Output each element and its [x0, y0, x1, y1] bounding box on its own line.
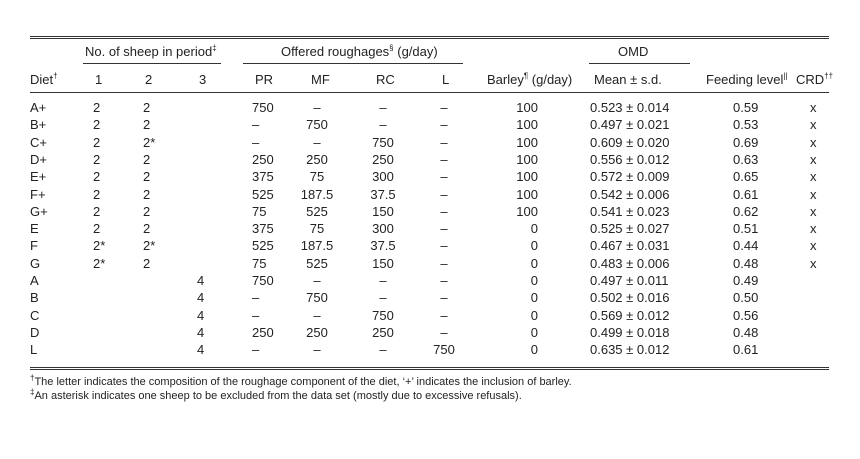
table-cell-diet: F+	[30, 186, 46, 202]
table-cell-crd: x	[810, 134, 817, 150]
table-cell-pr: 75	[252, 255, 267, 271]
table-cell-mf: 750	[306, 117, 328, 133]
table-cell-mf: 250	[306, 324, 328, 340]
table-cell-l: –	[440, 255, 448, 271]
table-cell-omd: 0.569 ± 0.012	[590, 307, 670, 323]
table-cell-p3: 4	[197, 273, 205, 288]
table-cell-diet: F	[30, 238, 38, 254]
table-cell-diet: A+	[30, 100, 47, 115]
table-cell-mf: –	[313, 100, 321, 115]
column-header-l: L	[442, 72, 450, 87]
table-cell-l: –	[440, 134, 448, 150]
table-cell-crd: x	[810, 100, 817, 115]
table-cell-p2: 2	[143, 186, 151, 202]
table-cell-barley: 100	[516, 169, 538, 185]
group-header-omd: OMD	[618, 44, 649, 59]
table-cell-barley: 0	[530, 255, 538, 271]
table-cell-crd: x	[810, 203, 817, 219]
group-header-sheep: No. of sheep in period‡	[85, 43, 217, 59]
table-cell-diet: G+	[30, 203, 48, 219]
table-cell-crd: x	[810, 151, 817, 167]
table-cell-omd: 0.497 ± 0.011	[590, 273, 669, 288]
table-cell-diet: L	[30, 342, 38, 358]
table-cell-rc: 750	[372, 134, 394, 150]
table-cell-omd: 0.497 ± 0.021	[590, 117, 670, 133]
table-cell-l: –	[440, 273, 448, 288]
table-cell-diet: B	[30, 290, 39, 306]
column-header-period-3: 3	[199, 72, 207, 87]
table-cell-mf: –	[313, 134, 321, 150]
table-cell-feed: 0.62	[733, 203, 759, 219]
table-cell-l: –	[440, 100, 448, 115]
table-cell-barley: 100	[516, 134, 538, 150]
table-cell-mf: 525	[306, 255, 328, 271]
table-cell-pr: 250	[252, 324, 274, 340]
table-cell-diet: E+	[30, 169, 47, 185]
table-cell-crd: x	[810, 117, 817, 133]
table-cell-feed: 0.63	[733, 151, 759, 167]
table-cell-rc: 250	[372, 151, 394, 167]
table-cell-pr: 750	[252, 273, 274, 288]
table-cell-barley: 0	[530, 307, 538, 323]
table-cell-rc: 300	[372, 169, 394, 185]
table-cell-p2: 2	[143, 117, 151, 133]
table-cell-p2: 2*	[143, 238, 156, 254]
table-cell-rc: 250	[372, 324, 394, 340]
table-cell-p1: 2	[93, 100, 101, 115]
table-cell-diet: B+	[30, 117, 47, 133]
table-cell-feed: 0.48	[733, 255, 759, 271]
table-cell-diet: C+	[30, 134, 47, 150]
table-cell-diet: E	[30, 221, 39, 237]
table-cell-pr: –	[252, 134, 260, 150]
table-cell-p2: 2*	[143, 134, 156, 150]
table-cell-feed: 0.69	[733, 134, 759, 150]
table-cell-omd: 0.483 ± 0.006	[590, 255, 670, 271]
column-header-mean-sd: Mean ± s.d.	[594, 72, 662, 87]
group-rule-sheep	[83, 63, 221, 64]
group-header-roughages: Offered roughages§ (g/day)	[281, 43, 438, 59]
table-cell-feed: 0.50	[733, 290, 759, 306]
table-cell-pr: 375	[252, 169, 274, 185]
footnote-2: ‡An asterisk indicates one sheep to be excluded from the data set (mostly due to excessive refusals).	[30, 387, 522, 402]
table-cell-rc: –	[379, 100, 387, 115]
table-cell-mf: –	[313, 273, 321, 288]
table-cell-feed: 0.61	[733, 342, 759, 358]
table-cell-feed: 0.56	[733, 307, 759, 323]
table-cell-barley: 100	[516, 117, 538, 133]
table-cell-feed: 0.65	[733, 169, 759, 185]
table-cell-mf: –	[313, 342, 321, 358]
table-cell-mf: 75	[309, 221, 325, 237]
table-cell-rc: –	[379, 117, 387, 133]
table-cell-p2: 2	[143, 169, 151, 185]
table-cell-p1: 2	[93, 203, 101, 219]
column-header-mf: MF	[311, 72, 330, 87]
table-cell-barley: 100	[516, 151, 538, 167]
table-cell-p1: 2	[93, 169, 101, 185]
table-cell-p2: 2	[143, 255, 151, 271]
bottom-rule-2	[30, 369, 829, 370]
table-cell-omd: 0.609 ± 0.020	[590, 134, 670, 150]
table-cell-pr: 525	[252, 186, 274, 202]
table-cell-p1: 2	[93, 186, 101, 202]
table-cell-omd: 0.542 ± 0.006	[590, 186, 670, 202]
table-cell-crd: x	[810, 255, 817, 271]
column-header-period-1: 1	[95, 72, 103, 87]
table-cell-feed: 0.61	[733, 186, 759, 202]
table-cell-mf: 525	[306, 203, 328, 219]
table-cell-mf: 750	[306, 290, 328, 306]
table-cell-crd: x	[810, 221, 817, 237]
table-cell-barley: 0	[530, 290, 538, 306]
table-cell-p2: 2	[143, 221, 151, 237]
table-cell-rc: 300	[372, 221, 394, 237]
table-cell-l: –	[440, 117, 448, 133]
top-rule-2	[30, 38, 829, 39]
table-cell-feed: 0.49	[733, 273, 759, 288]
table-cell-mf: 250	[306, 151, 328, 167]
table-cell-barley: 0	[530, 221, 538, 237]
table-cell-rc: –	[379, 290, 387, 306]
table-cell-feed: 0.44	[733, 238, 759, 254]
table-cell-mf: 75	[309, 169, 325, 185]
column-header-barley: Barley¶ (g/day)	[487, 71, 573, 87]
table-cell-p2: 2	[143, 203, 151, 219]
group-rule-roughages	[243, 63, 463, 64]
table-cell-diet: D	[30, 324, 40, 340]
table-cell-p1: 2*	[93, 255, 106, 271]
table-cell-crd: x	[810, 238, 817, 254]
table-cell-feed: 0.53	[733, 117, 759, 133]
table-cell-rc: 150	[372, 203, 394, 219]
table-cell-mf: –	[313, 307, 321, 323]
table-cell-rc: 37.5	[370, 186, 396, 202]
table-cell-p1: 2*	[93, 238, 106, 254]
table-cell-rc: 750	[372, 307, 394, 323]
table-cell-mf: 187.5	[300, 186, 334, 202]
table-cell-feed: 0.48	[733, 324, 759, 340]
table-cell-l: –	[440, 169, 448, 185]
table-cell-pr: 75	[252, 203, 267, 219]
table-cell-omd: 0.635 ± 0.012	[590, 342, 670, 358]
column-header-rc: RC	[376, 72, 395, 87]
table-cell-p1: 2	[93, 151, 101, 167]
table-cell-feed: 0.59	[733, 100, 759, 115]
column-header-period-2: 2	[145, 72, 153, 87]
table-cell-rc: 150	[372, 255, 394, 271]
table-cell-p1: 2	[93, 221, 101, 237]
table-cell-l: –	[440, 221, 448, 237]
table-cell-p3: 4	[197, 307, 205, 323]
table-cell-rc: –	[379, 273, 387, 288]
table-cell-pr: –	[252, 307, 260, 323]
table-cell-barley: 0	[530, 273, 538, 288]
table-cell-p3: 4	[197, 290, 205, 306]
table-cell-pr: 750	[252, 100, 274, 115]
table-cell-omd: 0.572 ± 0.009	[590, 169, 670, 185]
table-cell-pr: –	[252, 117, 260, 133]
table-cell-omd: 0.525 ± 0.027	[590, 221, 670, 237]
column-header-crd: CRD††	[796, 71, 834, 87]
table-cell-omd: 0.541 ± 0.023	[590, 203, 670, 219]
table-cell-barley: 100	[516, 100, 538, 115]
table-cell-pr: –	[252, 290, 260, 306]
table-cell-p3: 4	[197, 342, 205, 358]
table-cell-l: –	[440, 203, 448, 219]
table-cell-omd: 0.499 ± 0.018	[590, 324, 670, 340]
table-cell-l: –	[440, 151, 448, 167]
table-cell-rc: –	[379, 342, 387, 358]
bottom-rule-1	[30, 367, 829, 368]
table-cell-barley: 0	[530, 324, 538, 340]
column-header-feeding-level: Feeding level||	[706, 71, 788, 87]
table-cell-feed: 0.51	[733, 221, 759, 237]
table-cell-pr: 525	[252, 238, 274, 254]
footnote-2-clip	[0, 384, 860, 402]
table-cell-mf: 187.5	[300, 238, 334, 254]
table-cell-barley: 100	[516, 186, 538, 202]
table-cell-barley: 100	[516, 203, 538, 219]
table-cell-l: –	[440, 238, 448, 254]
table-cell-pr: 375	[252, 221, 274, 237]
table-cell-omd: 0.467 ± 0.031	[590, 238, 670, 254]
table-cell-omd: 0.502 ± 0.016	[590, 290, 670, 306]
table-cell-p1: 2	[93, 134, 101, 150]
table-cell-omd: 0.556 ± 0.012	[590, 151, 670, 167]
table-cell-p2: 2	[143, 151, 151, 167]
table-cell-omd: 0.523 ± 0.014	[590, 100, 670, 115]
table-cell-p1: 2	[93, 117, 101, 133]
column-header-pr: PR	[255, 72, 274, 87]
table-cell-diet: G	[30, 255, 41, 271]
table-cell-diet: D+	[30, 151, 47, 167]
table-cell-p2: 2	[143, 100, 151, 115]
group-rule-omd	[589, 63, 690, 64]
table-cell-l: –	[440, 290, 448, 306]
table-cell-crd: x	[810, 169, 817, 185]
table-cell-l: –	[440, 324, 448, 340]
table-cell-barley: 0	[530, 342, 538, 358]
top-rule-1	[30, 36, 829, 37]
table-cell-l: 750	[433, 342, 455, 358]
table-cell-l: –	[440, 186, 448, 202]
table-cell-diet: A	[30, 273, 39, 288]
table-cell-barley: 0	[530, 238, 538, 254]
table-cell-rc: 37.5	[370, 238, 396, 254]
table-cell-p3: 4	[197, 324, 205, 340]
table-cell-pr: –	[252, 342, 260, 358]
table-cell-pr: 250	[252, 151, 274, 167]
table-cell-diet: C	[30, 307, 40, 323]
header-rule	[30, 92, 829, 93]
column-header-diet: Diet†	[30, 71, 58, 87]
footnote-1: †The letter indicates the composition of the roughage component of the diet, ‘+’ indicates the inclusion of barley.	[30, 373, 572, 388]
table-cell-l: –	[440, 307, 448, 323]
table-cell-crd: x	[810, 186, 817, 202]
